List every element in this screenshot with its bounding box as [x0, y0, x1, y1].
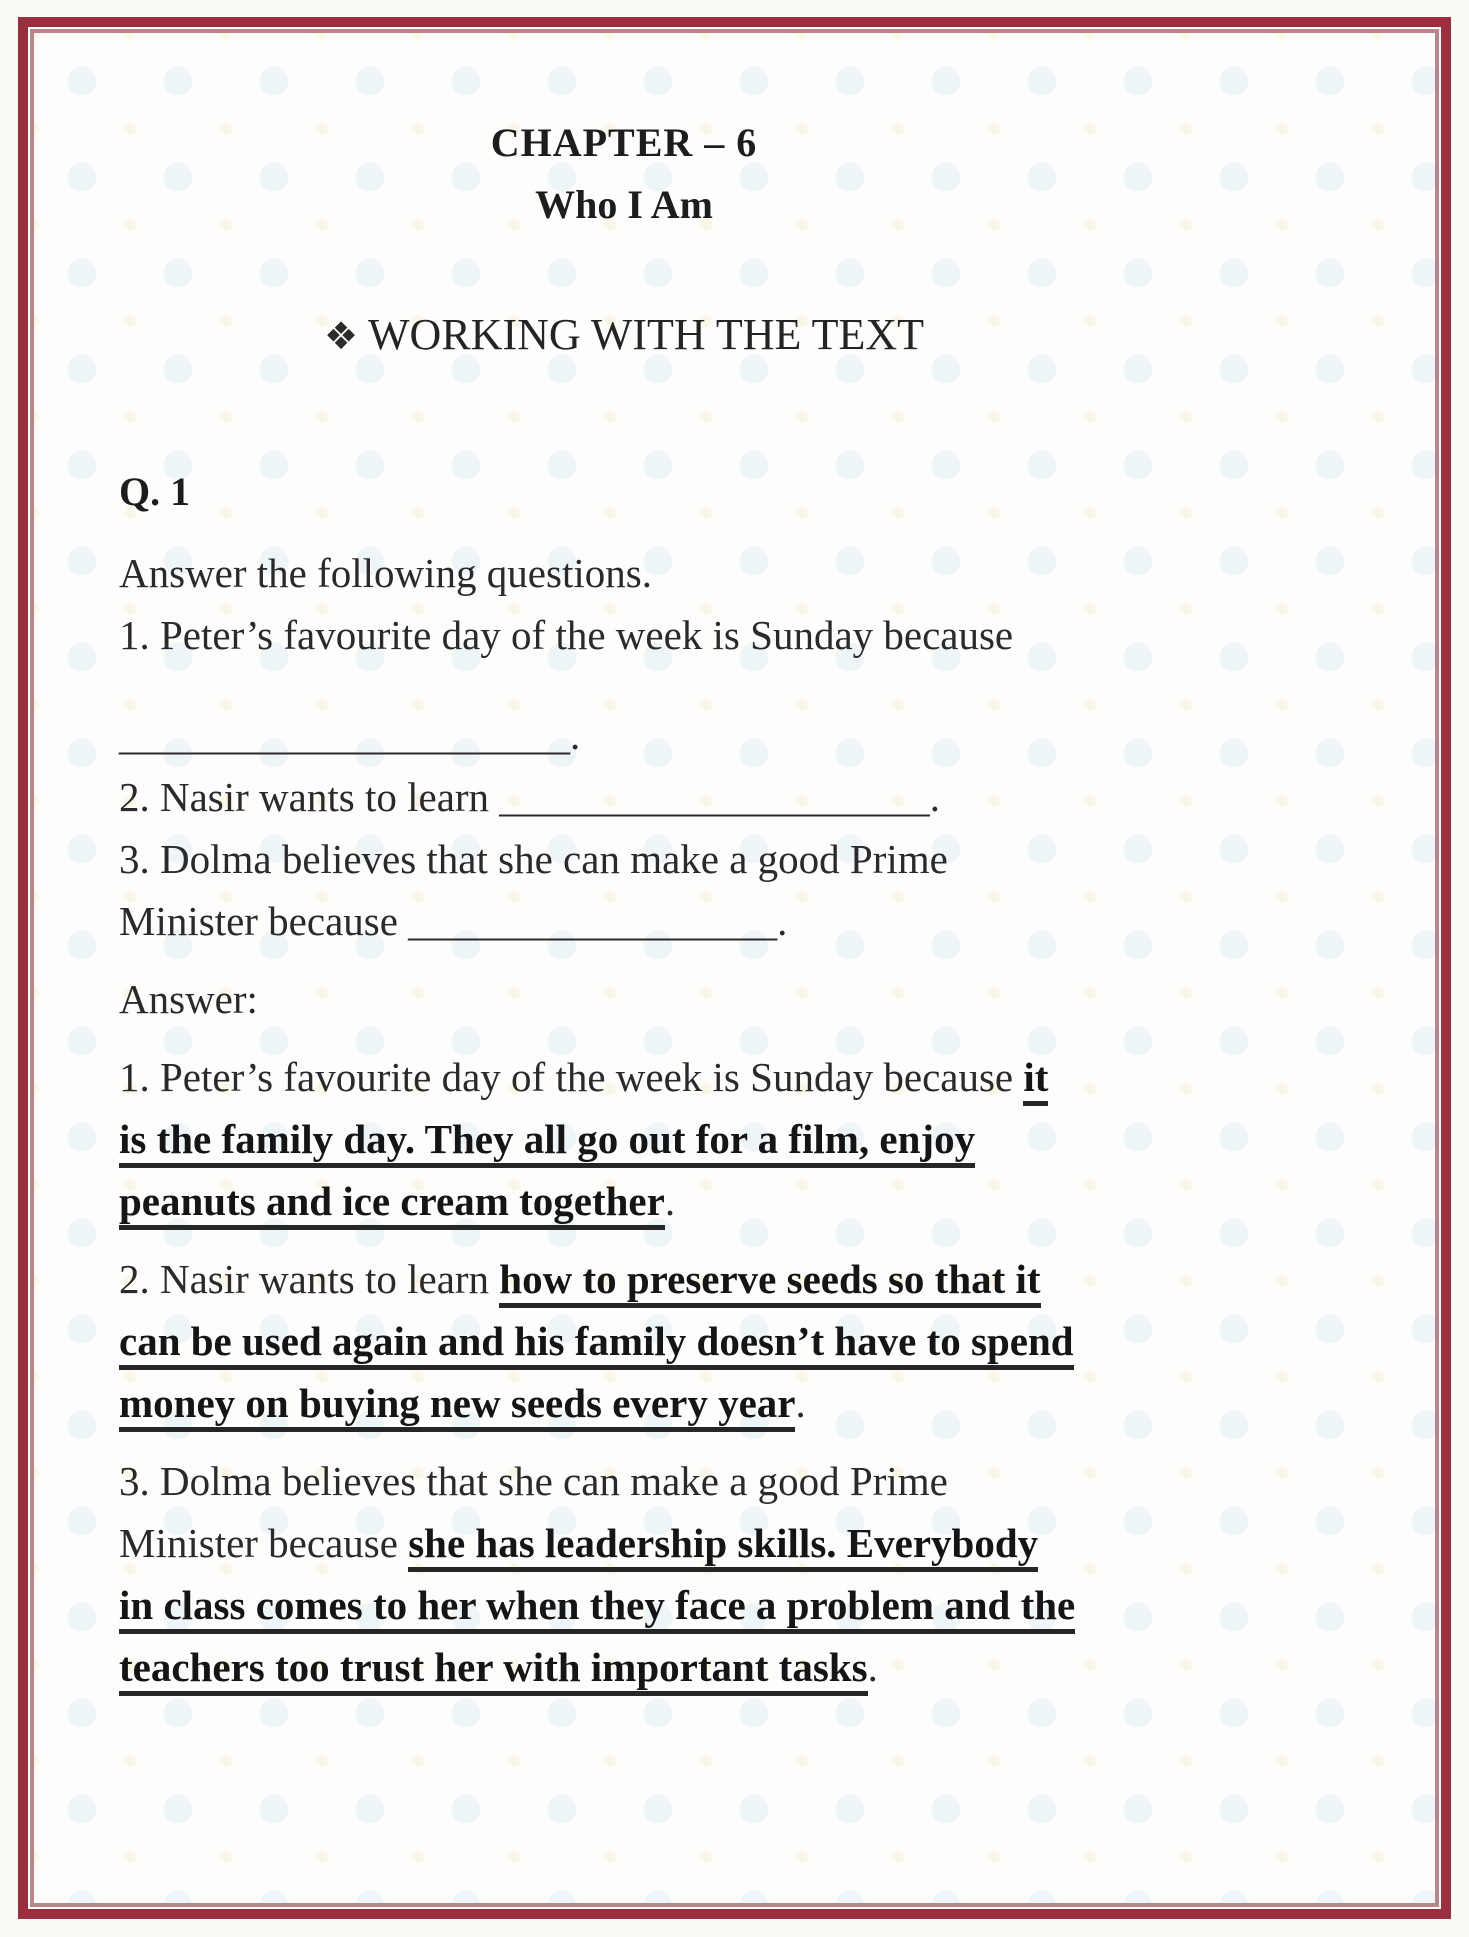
text-line [119, 704, 1134, 766]
text-line [119, 828, 1134, 890]
text-segment: 2. Nasir wants to learn [119, 1256, 500, 1302]
text-line [119, 766, 1134, 828]
text-line [119, 1450, 1134, 1512]
answer-highlight-segment: can be used again and his family doesn’t have to spend [119, 1318, 1074, 1370]
text-line [119, 1372, 1134, 1434]
text-line [119, 542, 1134, 604]
text-segment: 3. Dolma believes that she can make a good Prime [119, 1458, 948, 1504]
question-number-label: Q. 1 [119, 469, 191, 514]
text-segment: Answer: [119, 976, 258, 1022]
decorative-outer-border [18, 17, 1451, 1919]
text-segment: Answer the following questions. [119, 550, 652, 596]
answer-highlight-segment: teachers too trust her with important tasks [119, 1644, 868, 1696]
text-line [119, 1046, 1134, 1108]
answer-highlight-segment: in class comes to her when they face a problem and the [119, 1582, 1075, 1634]
text-segment: 2. Nasir wants to learn _____________________. [119, 774, 941, 820]
decorative-inner-border [30, 29, 1439, 1907]
text-line [119, 1248, 1134, 1310]
text-line [119, 1512, 1134, 1574]
text-line [119, 1636, 1134, 1698]
answer-2 [119, 1248, 1134, 1434]
text-line [119, 890, 1134, 952]
text-segment: Minister because [119, 1520, 409, 1566]
answer-highlight-segment: how to preserve seeds so that it [499, 1256, 1040, 1308]
text-line [119, 1574, 1134, 1636]
text-line [119, 604, 1134, 666]
diamond-bullet-icon: ❖ [323, 314, 359, 358]
answer-highlight-segment: is the family day. They all go out for a film, enjoy [119, 1116, 975, 1168]
chapter-subtitle: Who I Am [535, 182, 713, 227]
text-segment: . [867, 1644, 878, 1690]
text-line [119, 1310, 1134, 1372]
answer-3 [119, 1450, 1134, 1698]
text-segment: Minister because __________________. [119, 898, 788, 944]
answer-highlight-segment: money on buying new seeds every year [119, 1380, 795, 1432]
text-line [119, 1170, 1134, 1232]
text-line [119, 1108, 1134, 1170]
page-header [119, 119, 1129, 362]
text-segment: 3. Dolma believes that she can make a good Prime [119, 836, 948, 882]
questions-block [119, 542, 1134, 952]
answer-highlight-segment: it [1023, 1054, 1048, 1106]
content-paragraphs [119, 542, 1134, 1698]
section-heading [119, 309, 1129, 362]
section-heading-text: WORKING WITH THE TEXT [368, 310, 925, 359]
text-segment: 1. Peter’s favourite day of the week is Sunday because [119, 1054, 1024, 1100]
answer-1 [119, 1046, 1134, 1232]
text-segment: . [795, 1380, 806, 1426]
text-line [119, 968, 1134, 1030]
text-segment: ______________________. [119, 712, 581, 758]
text-segment: 1. Peter’s favourite day of the week is Sunday because [119, 612, 1014, 658]
chapter-title: CHAPTER – 6 [490, 120, 758, 165]
answer-highlight-segment: peanuts and ice cream together [119, 1178, 665, 1230]
text-segment: . [664, 1178, 676, 1224]
answer-highlight-segment: she has leadership skills. Everybody [408, 1520, 1038, 1572]
page-content [34, 33, 1134, 1698]
answer-label [119, 968, 1134, 1030]
